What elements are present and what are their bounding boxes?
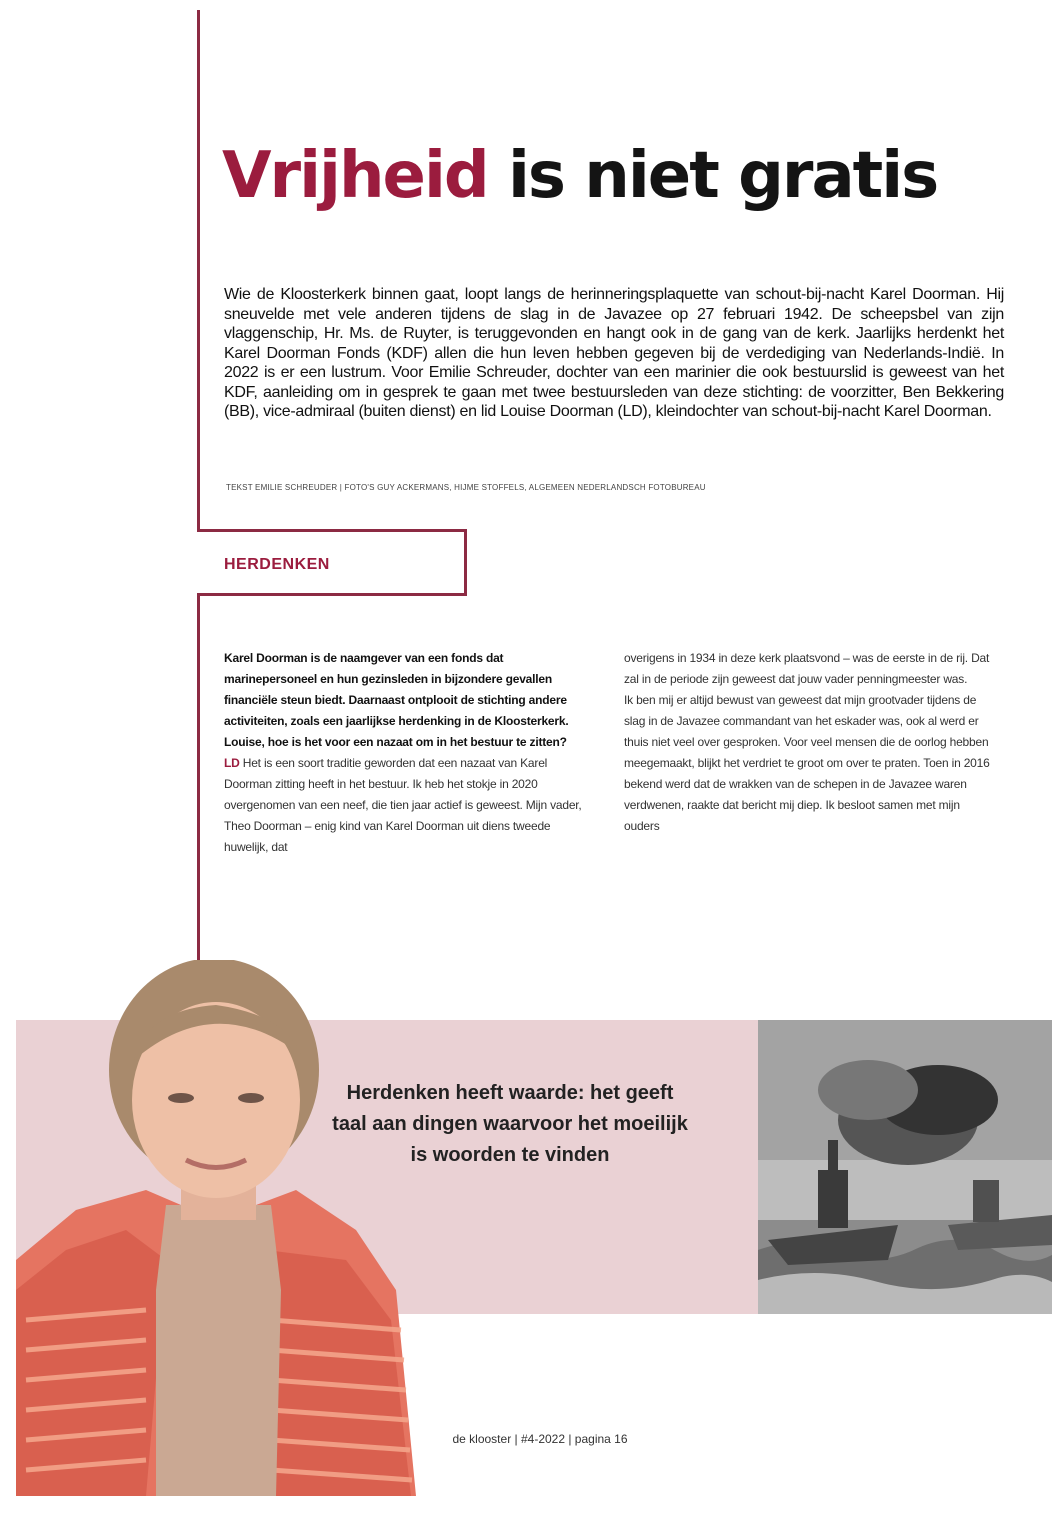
pull-quote: Herdenken heeft waarde: het geeft taal aan dingen waarvoor het moeilijk is woorden te vinden <box>332 1082 688 1166</box>
portrait-photo <box>16 960 416 1496</box>
speaker-tag: LD <box>224 756 240 770</box>
intro-paragraph: Wie de Kloosterkerk binnen gaat, loopt langs de herinneringsplaquette van schout-bij-nacht Karel Doorman. Hij sneuvelde met vele anderen tijdens de slag in de Javazee op 27 februari 1942. De scheepsbel van zijn vlaggenschip, Hr. Ms. de Ruyter, is teruggevonden en hangt ook in de gang van de kerk. Jaarlijks herdenkt het Karel Doorman Fonds (KDF) allen die hun leven hebben gegeven bij de verdediging van Nederlands-Indië. In 2022 is er een lustrum. Voor Emilie Schreuder, dochter van een marinier die ook bestuurslid is geweest van het KDF, aanleiding om in gesprek te gaan met twee bestuursleden van deze stichting: de voorzitter, Ben Bekkering (BB), vice-admiraal (buiten dienst) en lid Louise Doorman (LD), kleindochter van schout-bij-nacht Karel Doorman. <box>224 286 1004 420</box>
article-column-left <box>224 648 596 858</box>
column-right-paragraph-2: Ik ben mij er altijd bewust van geweest dat mijn grootvader tijdens de slag in de Javazee commandant van het eskader was, ook al werd er thuis niet veel over gesproken. Voor veel mensen die de oorlog hebben meegemaakt, blijkt het verdriet te groot om over te praten. Toen in 2016 bekend werd dat de wrakken van de schepen in de Javazee waren verdwenen, raakte dat bericht mij diep. Ik besloot samen met mijn ouders <box>624 693 990 833</box>
page-title <box>222 138 1022 215</box>
page-footer: de klooster | #4-2022 | pagina 16 <box>452 1432 628 1446</box>
column-left-paragraph <box>224 648 596 858</box>
photo-credits: TEKST EMILIE SCHREUDER | FOTO'S GUY ACKERMANS, HIJME STOFFELS, ALGEMEEN NEDERLANDSCH FOTOBUREAU <box>226 483 706 492</box>
vertical-rule-bottom <box>197 593 200 993</box>
title-rest: is niet gratis <box>487 139 938 213</box>
answer-text: Het is een soort traditie geworden dat een nazaat van Karel Doorman zitting heeft in het bestuur. Ik heb het stokje in 2020 overgenomen van een neef, die tien jaar actief is geweest. Mijn vader, Theo Doorman – enig kind van Karel Doorman uit diens tweede huwelijk, dat <box>224 756 582 854</box>
article-column-right <box>624 648 996 837</box>
interview-question: Karel Doorman is de naamgever van een fonds dat marinepersoneel en hun gezinsleden in bijzondere gevallen financiële steun biedt. Daarnaast ontplooit de stichting andere activiteiten, zoals een jaarlijkse herdenking in de Kloosterkerk. Louise, hoe is het voor een nazaat om in het bestuur te zitten? <box>224 651 569 749</box>
column-right-paragraph-1: overigens in 1934 in deze kerk plaatsvond – was de eerste in de rij. Dat zal in de periode zijn geweest dat jouw vader penningmeester was. <box>624 651 990 686</box>
label-box-bottom-edge <box>197 593 467 596</box>
label-box-right-edge <box>464 529 467 596</box>
naval-battle-image <box>758 1020 1052 1314</box>
title-accent: Vrijheid <box>222 139 488 213</box>
section-label: HERDENKEN <box>224 556 330 573</box>
vertical-rule-top <box>197 10 200 532</box>
label-box-top-edge <box>197 529 467 532</box>
